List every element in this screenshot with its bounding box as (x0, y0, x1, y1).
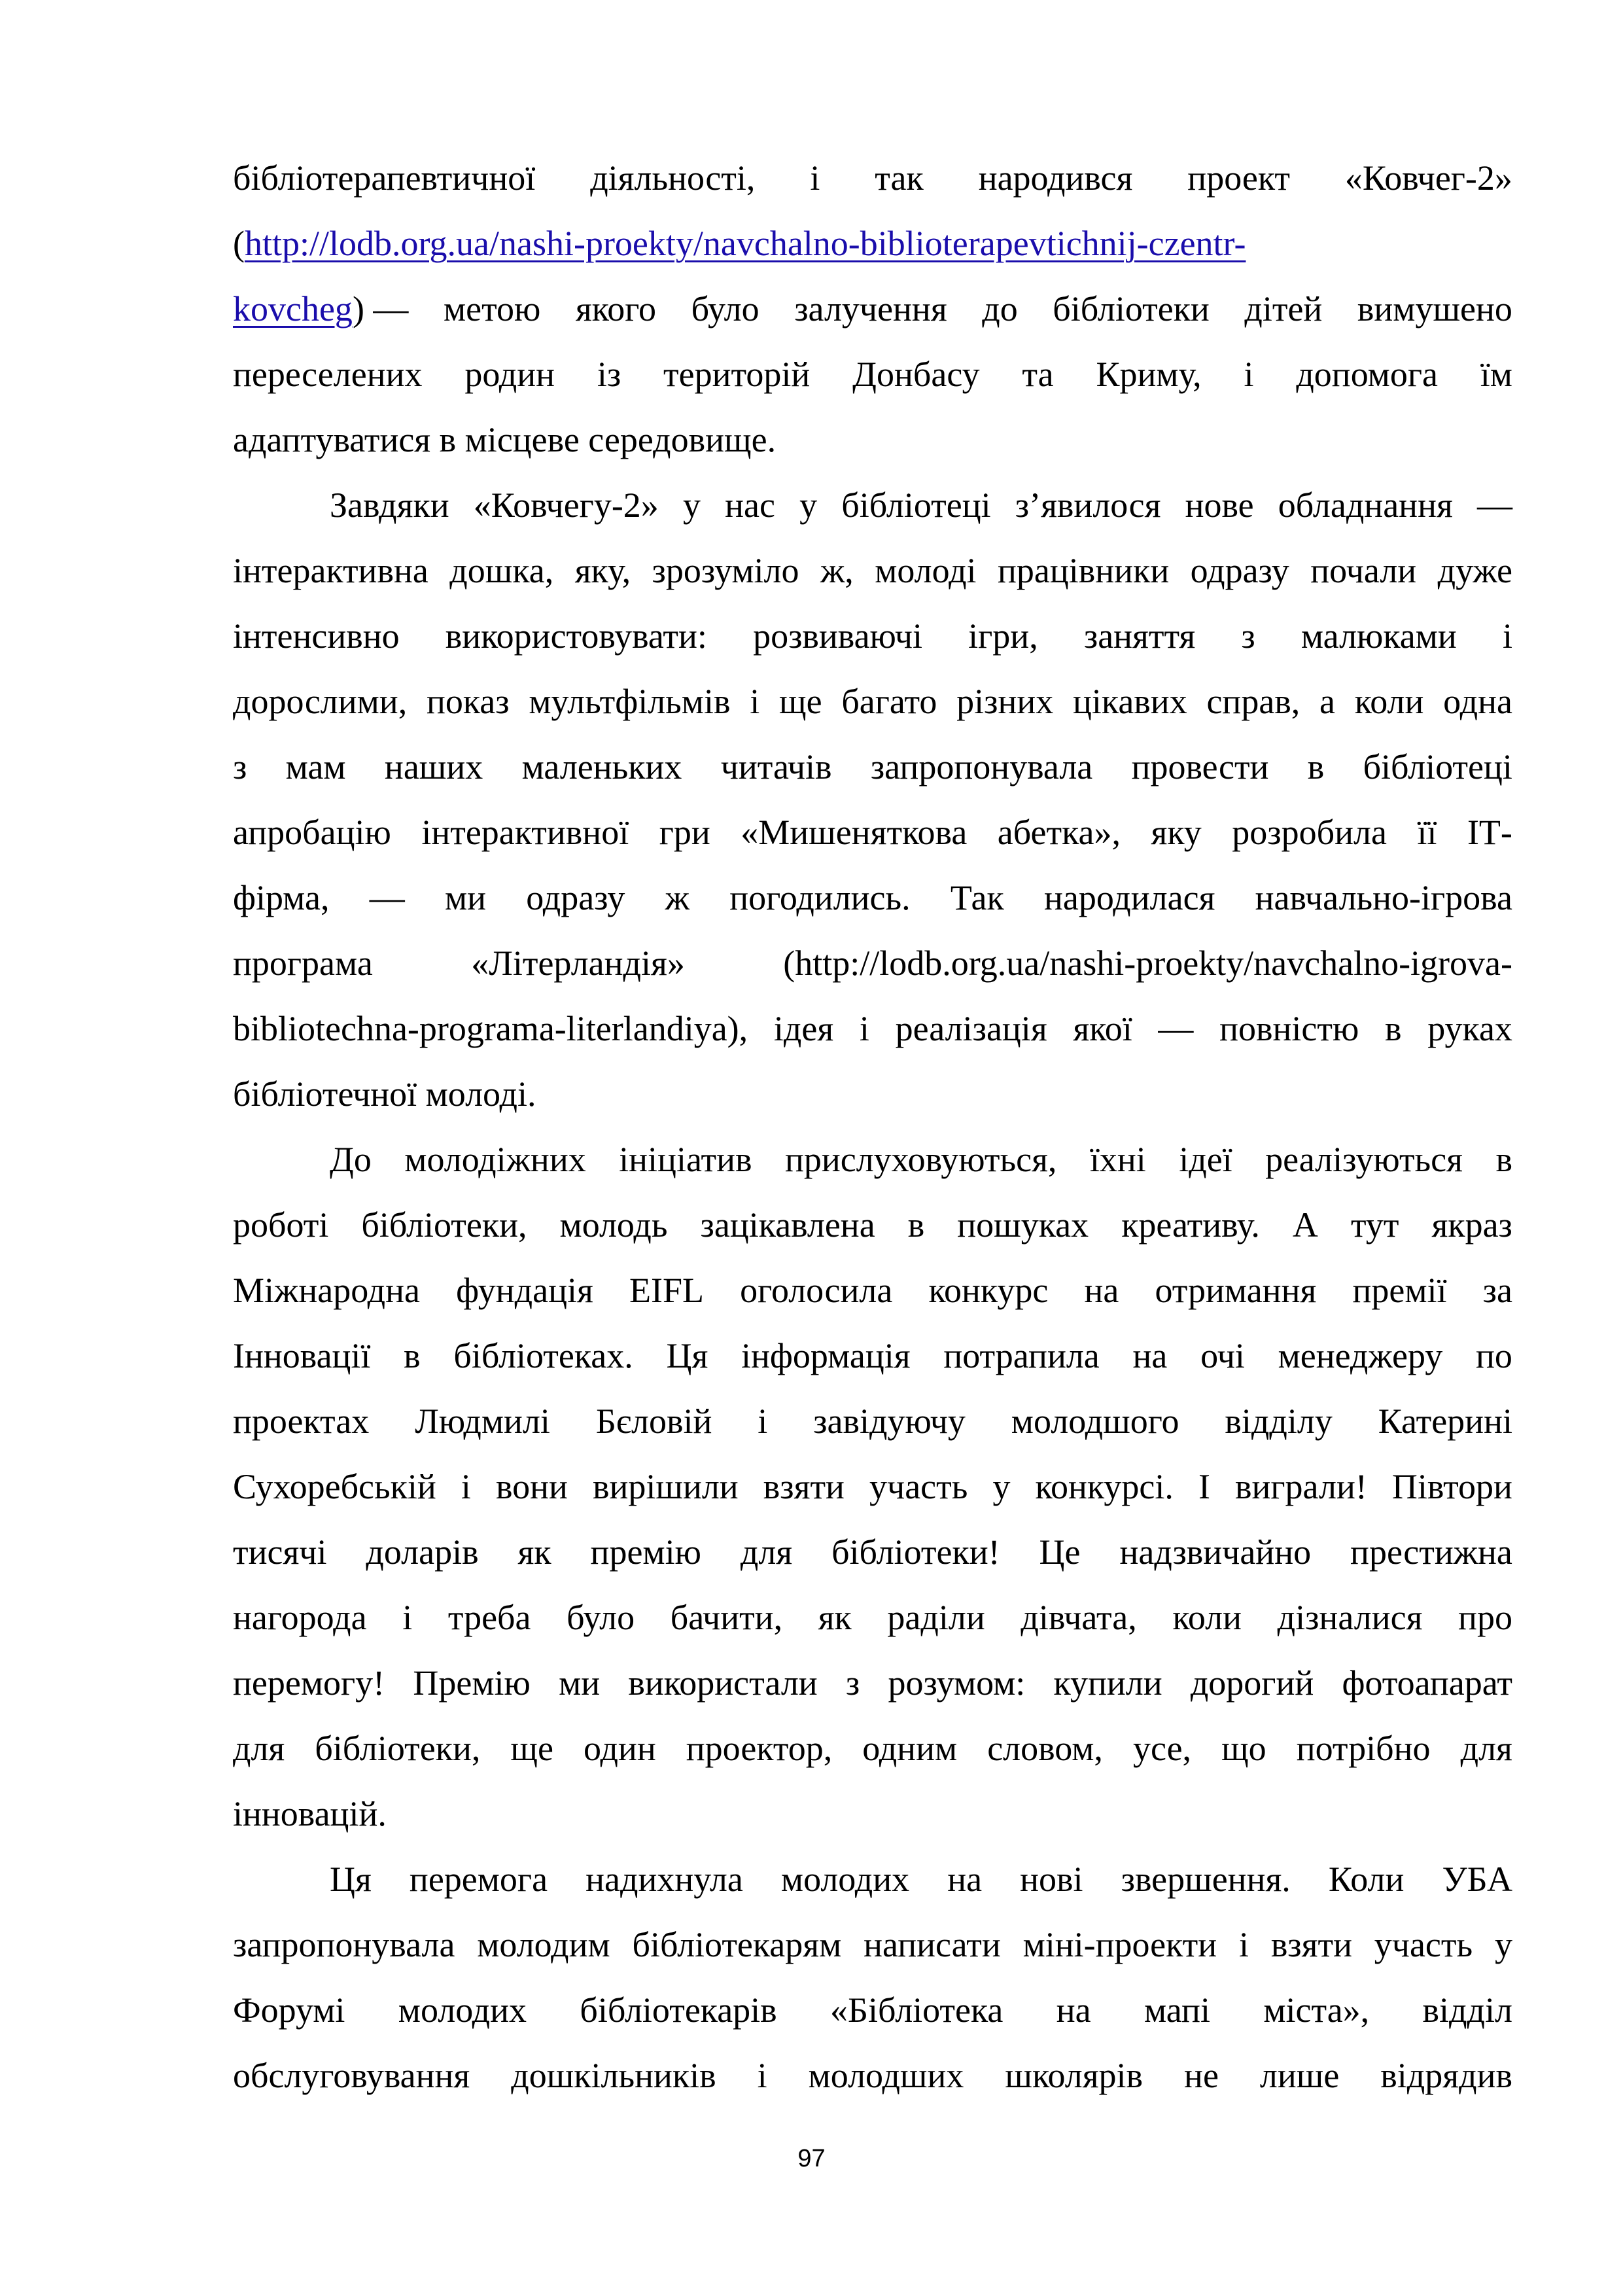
text-line: обслуговування дошкільників і молодших школярів не лише відрядив (233, 2056, 1512, 2095)
text-line: інновацій. (233, 1794, 387, 1833)
text-line: бібліотечної молоді. (233, 1074, 536, 1114)
text-line: фірма, — ми одразу ж погодились. Так народилася навчально-ігрова (233, 878, 1512, 917)
text-line: бібліотерапевтичної діяльності, і так народився проект «Ковчег-2» (233, 158, 1512, 198)
text-line: запропонувала молодим бібліотекарям написати міні-проекти і взяти участь у (233, 1925, 1512, 1964)
text-line: роботі бібліотеки, молодь зацікавлена в пошуках креативу. А тут якраз (233, 1205, 1512, 1245)
text-line: Інновації в бібліотеках. Ця інформація потрапила на очі менеджеру по (233, 1336, 1512, 1375)
text-line: адаптуватися в місцеве середовище. (233, 420, 777, 459)
text-line: з мам наших маленьких читачів запропонувала провести в бібліотеці (233, 747, 1512, 786)
text-line: (http://lodb.org.ua/nashi-proekty/navchalno-biblioterapevtichnij-czentr- (233, 224, 1246, 263)
text-line: Міжнародна фундація EIFL оголосила конкурс на отримання премії за (233, 1271, 1512, 1310)
text-line: інтерактивна дошка, яку, зрозуміло ж, молоді працівники одразу почали дуже (233, 551, 1512, 590)
text-line: переселених родин із територій Донбасу та Криму, і допомога їм (233, 355, 1512, 394)
paragraph-first-line: Ця перемога надихнула молодих на нові звершення. Коли УБА (330, 1860, 1512, 1899)
paragraph-first-line: До молодіжних ініціатив прислуховуються, їхні ідеї реалізуються в (330, 1140, 1512, 1179)
text-line: проектах Людмилі Бєловій і завідуючу молодшого відділу Катерині (233, 1402, 1512, 1441)
text-line: дорослими, показ мультфільмів і ще багато різних цікавих справ, а коли одна (233, 682, 1512, 721)
body-text (233, 145, 1512, 2108)
text-line: перемогу! Премію ми використали з розумом: купили дорогий фотоапарат (233, 1663, 1512, 1703)
text-line: нагорода і треба було бачити, як раділи дівчата, коли дізналися про (233, 1598, 1512, 1637)
text-line: для бібліотеки, ще один проектор, одним словом, усе, що потрібно для (233, 1729, 1512, 1768)
text-line: kovcheg) — метою якого було залучення до бібліотеки дітей вимушено (233, 289, 1512, 328)
text-line: Сухоребській і вони вирішили взяти участь у конкурсі. І виграли! Півтори (233, 1467, 1512, 1506)
hyperlink-kovcheg-continued[interactable]: kovcheg (233, 289, 353, 328)
text-line: інтенсивно використовувати: розвиваючі ігри, заняття з малюками і (233, 616, 1512, 656)
text-line: Форумі молодих бібліотекарів «Бібліотека на мапі міста», відділ (233, 1990, 1512, 2030)
page-number: 97 (797, 2145, 826, 2172)
text-line: апробацію інтерактивної гри «Мишеняткова абетка», яку розробила її ІТ- (233, 813, 1512, 852)
text-line: bibliotechna-programa-literlandiya), ідея і реалізація якої — повністю в руках (233, 1009, 1512, 1048)
text-line: тисячі доларів як премію для бібліотеки! Це надзвичайно престижна (233, 1532, 1512, 1572)
text-line: програма «Літерландія» (http://lodb.org.ua/nashi-proekty/navchalno-igrova- (233, 944, 1512, 983)
paragraph-first-line: Завдяки «Ковчегу-2» у нас у бібліотеці з’явилося нове обладнання — (330, 486, 1512, 525)
hyperlink-kovcheg[interactable]: http://lodb.org.ua/nashi-proekty/navchalno-biblioterapevtichnij-czentr- (244, 224, 1246, 263)
